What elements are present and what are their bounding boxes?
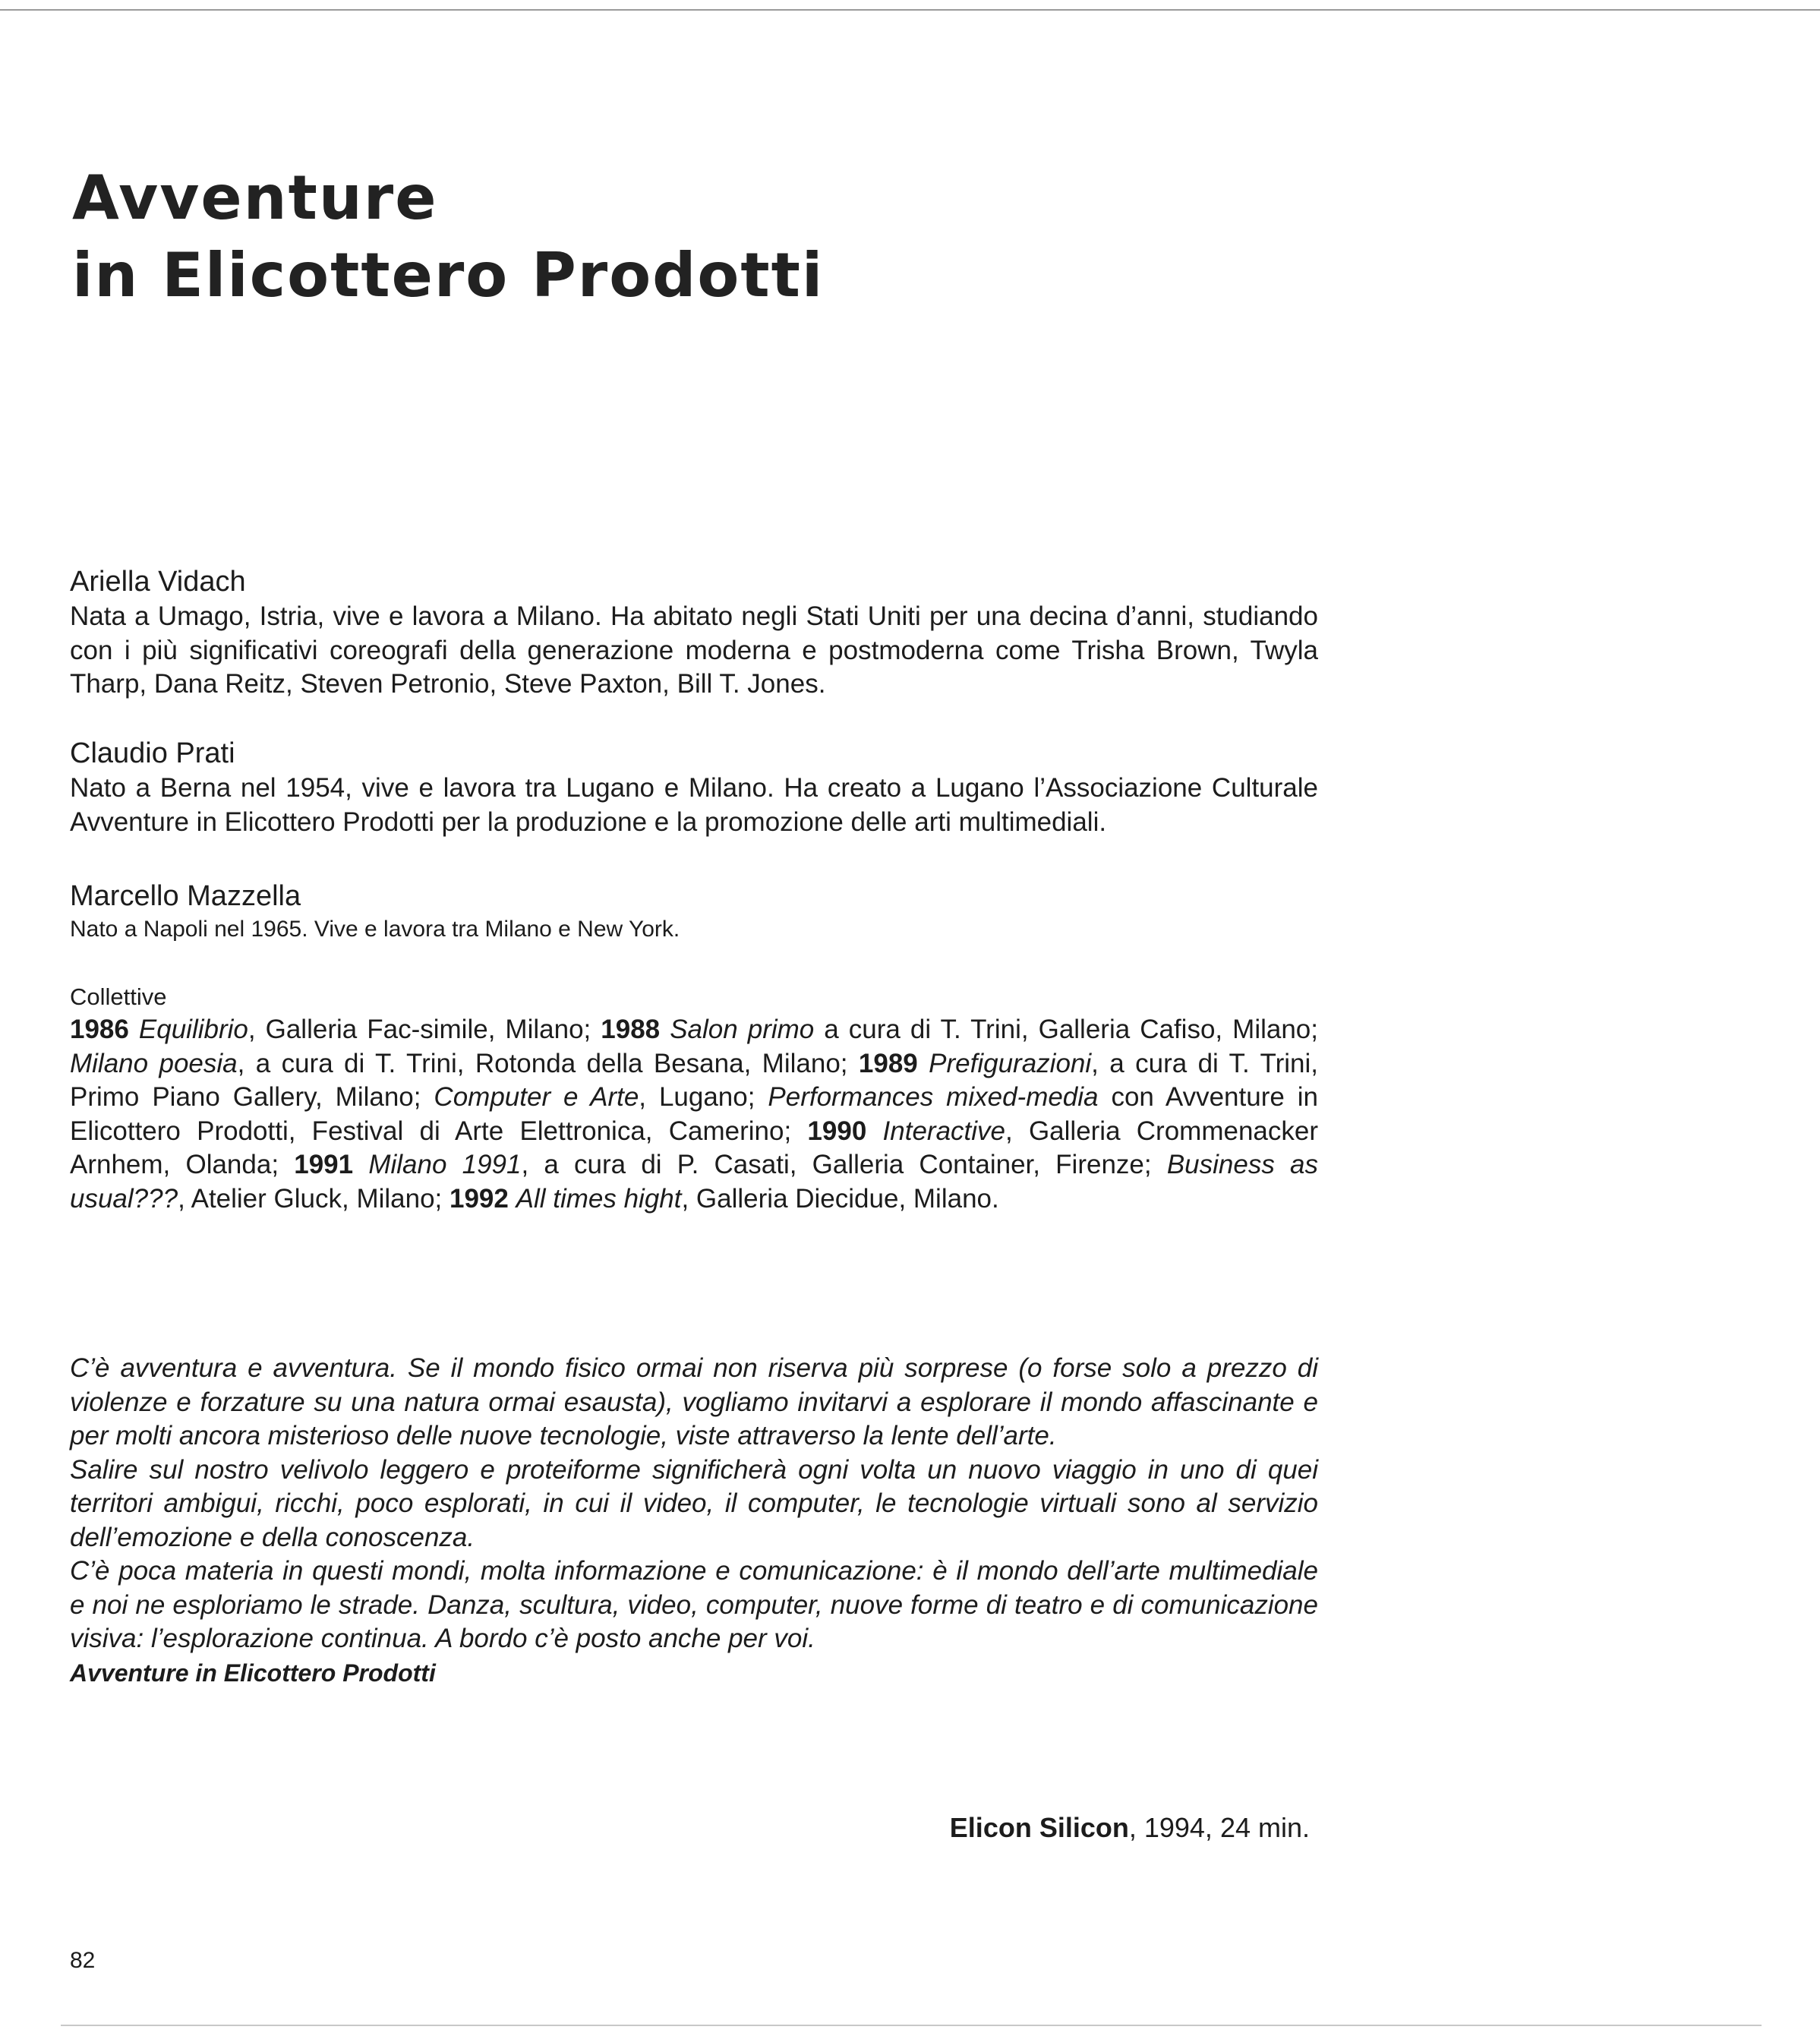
statement-paragraph: C’è avventura e avventura. Se il mondo fisico ormai non riserva più sorprese (o forse solo a prezzo di violenze e forzature su una natura ormai esausta), vogliamo invitarvi a esplorare il mondo affascinante e per molti ancora misterioso delle nuove tecnologie, viste attraverso la lente dell’arte. [70, 1353, 1318, 1450]
collettive-section [70, 981, 1318, 1216]
exhibition-title: Equilibrio [138, 1015, 248, 1044]
exhibition-title: Prefigurazioni [929, 1048, 1092, 1078]
exhibition-details: , Atelier Gluck, Milano; [178, 1183, 449, 1214]
work-credit [950, 1810, 1310, 1845]
artist-bio-prati [70, 735, 1318, 839]
statement-signature: Avventure in Elicottero Prodotti [70, 1659, 436, 1687]
statement-paragraph: Salire sul nostro velivolo leggero e proteiforme significherà ogni volta un nuovo viaggio in uno di quei territori ambigui, ricchi, poco esplorati, in cui il video, il computer, le tecnologie virtuali sono al servizio dell’emozione e della conoscenza. [70, 1454, 1318, 1552]
work-details: , 1994, 24 min. [1128, 1812, 1310, 1843]
bottom-rule [61, 2025, 1762, 2026]
collettive-label: Collettive [70, 983, 167, 1010]
exhibition-details: , Galleria Fac-simile, Milano; [248, 1015, 601, 1044]
exhibition-year: 1989 [858, 1048, 918, 1078]
exhibition-title: Computer e Arte [434, 1082, 639, 1112]
page-number: 82 [70, 1948, 96, 1973]
exhibition-year: 1986 [70, 1015, 129, 1044]
artist-statement [70, 1352, 1318, 1690]
artist-name: Ariella Vidach [70, 566, 246, 598]
artist-name: Marcello Mazzella [70, 880, 301, 912]
title-line-2: in Elicottero Prodotti [72, 240, 825, 311]
exhibition-details: , a cura di P. Casati, Galleria Container, Firenze; [521, 1150, 1167, 1179]
exhibition-year: 1990 [807, 1116, 867, 1146]
artist-bio-vidach [70, 563, 1318, 702]
top-rule [0, 9, 1820, 11]
exhibition-details: a cura di T. Trini, Galleria Cafiso, Milano; [814, 1015, 1318, 1044]
exhibition-details: , a cura di T. Trini, Primo Piano Gallery, Milano; [70, 1048, 1318, 1112]
exhibition-year: 1991 [294, 1150, 354, 1179]
artist-bio-mazzella [70, 878, 1318, 945]
exhibition-title: All times hight [516, 1183, 682, 1214]
exhibition-title: Milano 1991 [368, 1150, 522, 1179]
exhibition-details: , Lugano; [639, 1082, 768, 1112]
artist-bio-text: Nato a Berna nel 1954, vive e lavora tra Lugano e Milano. Ha creato a Lugano l’Associazione Culturale Avventure in Elicottero Prodotti per la produzione e la promozione delle arti multimediali. [70, 773, 1318, 837]
exhibition-title: Interactive [882, 1116, 1005, 1146]
artist-bio-text: Nato a Napoli nel 1965. Vive e lavora tra Milano e New York. [70, 917, 680, 942]
work-title: Elicon Silicon [949, 1812, 1129, 1843]
exhibition-details: , a cura di T. Trini, Rotonda della Besana, Milano; [237, 1048, 859, 1078]
title-line-1: Avventure [72, 163, 438, 233]
page-title [72, 159, 824, 314]
artist-bio-text: Nata a Umago, Istria, vive e lavora a Milano. Ha abitato negli Stati Uniti per una decina d’anni, studiando con i più significativi coreografi della generazione moderna e postmoderna come Trisha Brown, Twyla Tharp, Dana Reitz, Steven Petronio, Steve Paxton, Bill T. Jones. [70, 601, 1318, 699]
exhibition-title: Milano poesia [70, 1048, 238, 1078]
exhibition-title: Salon primo [670, 1015, 815, 1044]
exhibition-year: 1992 [449, 1183, 509, 1214]
exhibition-details: , Galleria Crommenacker Arnhem, Olanda; [70, 1116, 1318, 1179]
exhibition-details: , Galleria Diecidue, Milano. [681, 1183, 999, 1214]
exhibition-title: Performances mixed-media [768, 1082, 1099, 1112]
collettive-list [70, 1013, 1318, 1216]
statement-paragraph: C’è poca materia in questi mondi, molta informazione e comunicazione: è il mondo dell’arte multimediale e noi ne esploriamo le strade. Danza, scultura, video, computer, nuove forme di teatro e di comunicazione visiva: l’esplorazione continua. A bordo c’è posto anche per voi. [70, 1556, 1318, 1653]
exhibition-details: con Avventure in Elicottero Prodotti, Festival di Arte Elettronica, Camerino; [70, 1082, 1318, 1146]
exhibition-title: Business as usual??? [70, 1150, 1318, 1214]
exhibition-year: 1988 [601, 1015, 661, 1044]
artist-name: Claudio Prati [70, 737, 235, 769]
